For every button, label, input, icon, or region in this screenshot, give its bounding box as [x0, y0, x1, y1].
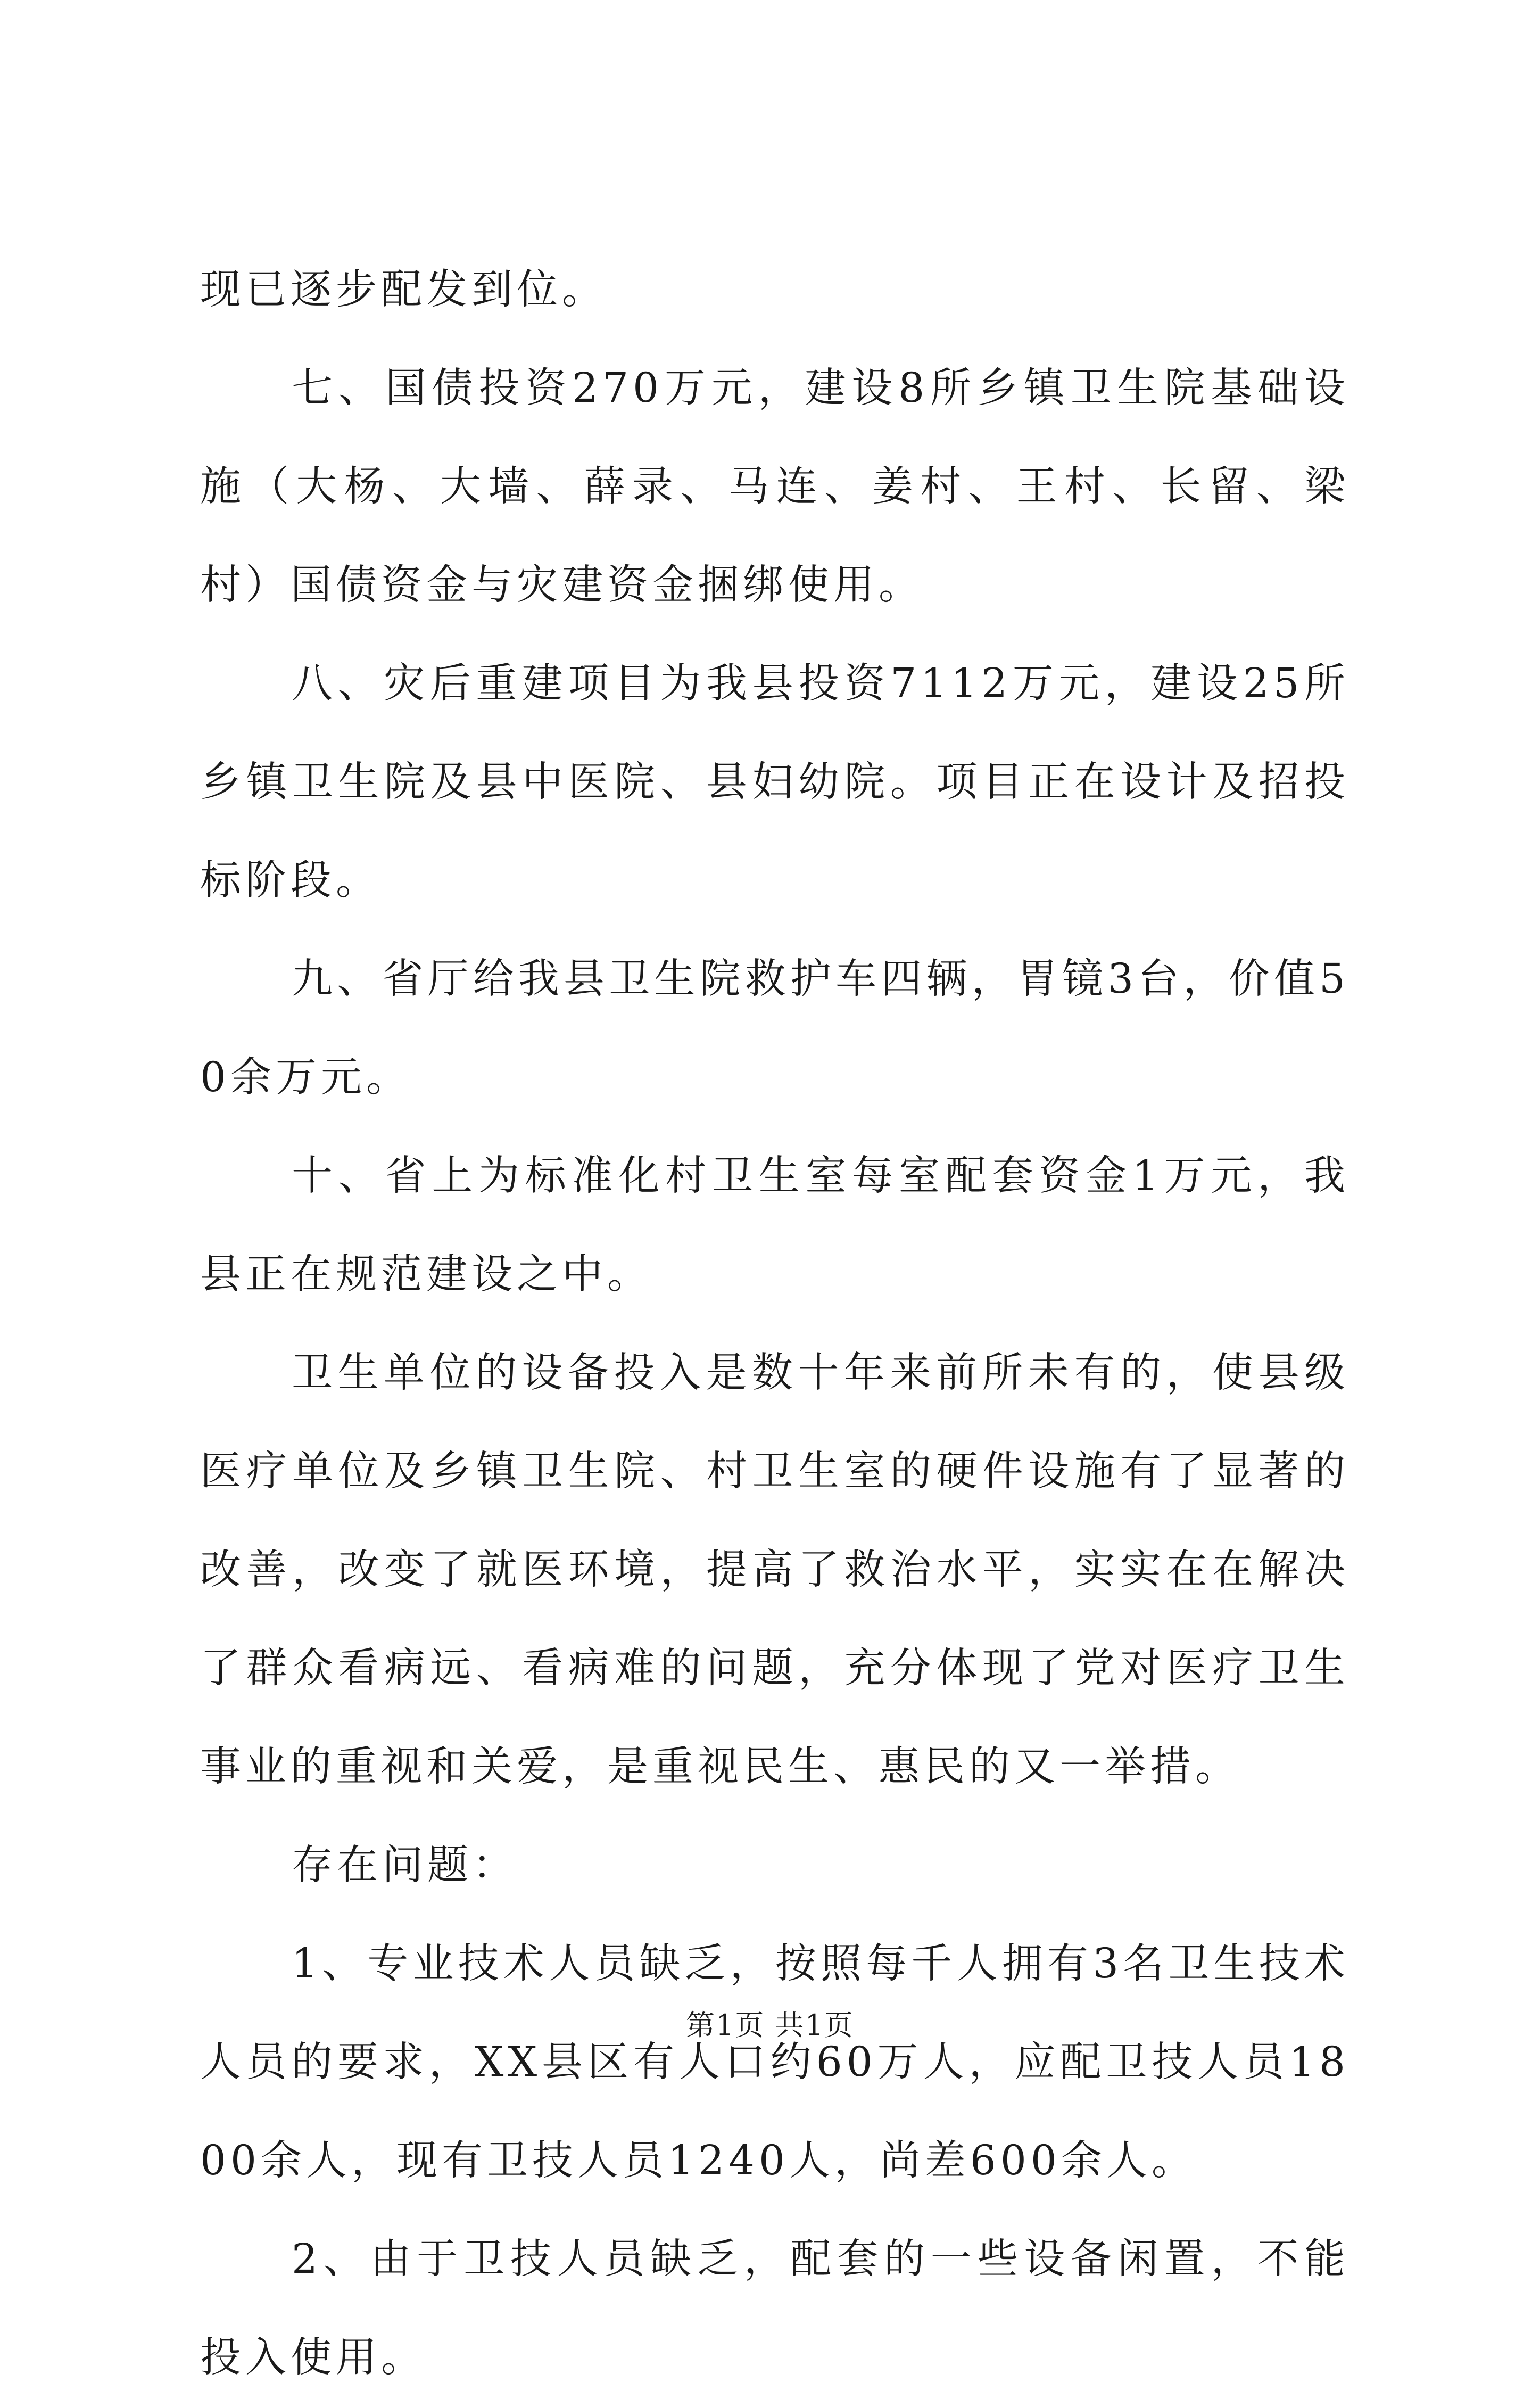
paragraph-item-8: 八、灾后重建项目为我县投资7112万元，建设25所乡镇卫生院及县中医院、县妇幼院。项目正在设计及招投标阶段。 [200, 660, 1349, 904]
problem-item-1: 1、专业技术人员缺乏，按照每千人拥有3名卫生技术人员的要求，XX县区有人口约60万人，应配卫技人员1800余人，现有卫技人员1240人，尚差600余人。 [200, 1940, 1349, 2185]
paragraph-continuation: 现已逐步配发到位。 [200, 266, 607, 314]
document-body [200, 241, 1349, 2407]
paragraph-item-9: 九、省厅给我县卫生院救护车四辆，胃镜3台，价值50余万元。 [200, 955, 1349, 1101]
paragraph-item-7: 七、国债投资270万元，建设8所乡镇卫生院基础设施（大杨、大墙、薛录、马连、姜村、王村、长留、梁村）国债资金与灾建资金捆绑使用。 [200, 365, 1349, 609]
page-footer: 第1页 共1页 [686, 2008, 854, 2042]
problem-item-2: 2、由于卫技人员缺乏，配套的一些设备闲置，不能投入使用。 [200, 2236, 1349, 2381]
paragraph-item-10: 十、省上为标准化村卫生室每室配套资金1万元，我县正在规范建设之中。 [200, 1152, 1349, 1298]
section-heading-problems: 存在问题： [292, 1842, 518, 1889]
paragraph-summary: 卫生单位的设备投入是数十年来前所未有的，使县级医疗单位及乡镇卫生院、村卫生室的硬件设施有了显著的改善，改变了就医环境，提高了救治水平，实实在在解决了群众看病远、看病难的问题，充分体现了党对医疗卫生事业的重视和关爱，是重视民生、惠民的又一举措。 [200, 1349, 1349, 1791]
